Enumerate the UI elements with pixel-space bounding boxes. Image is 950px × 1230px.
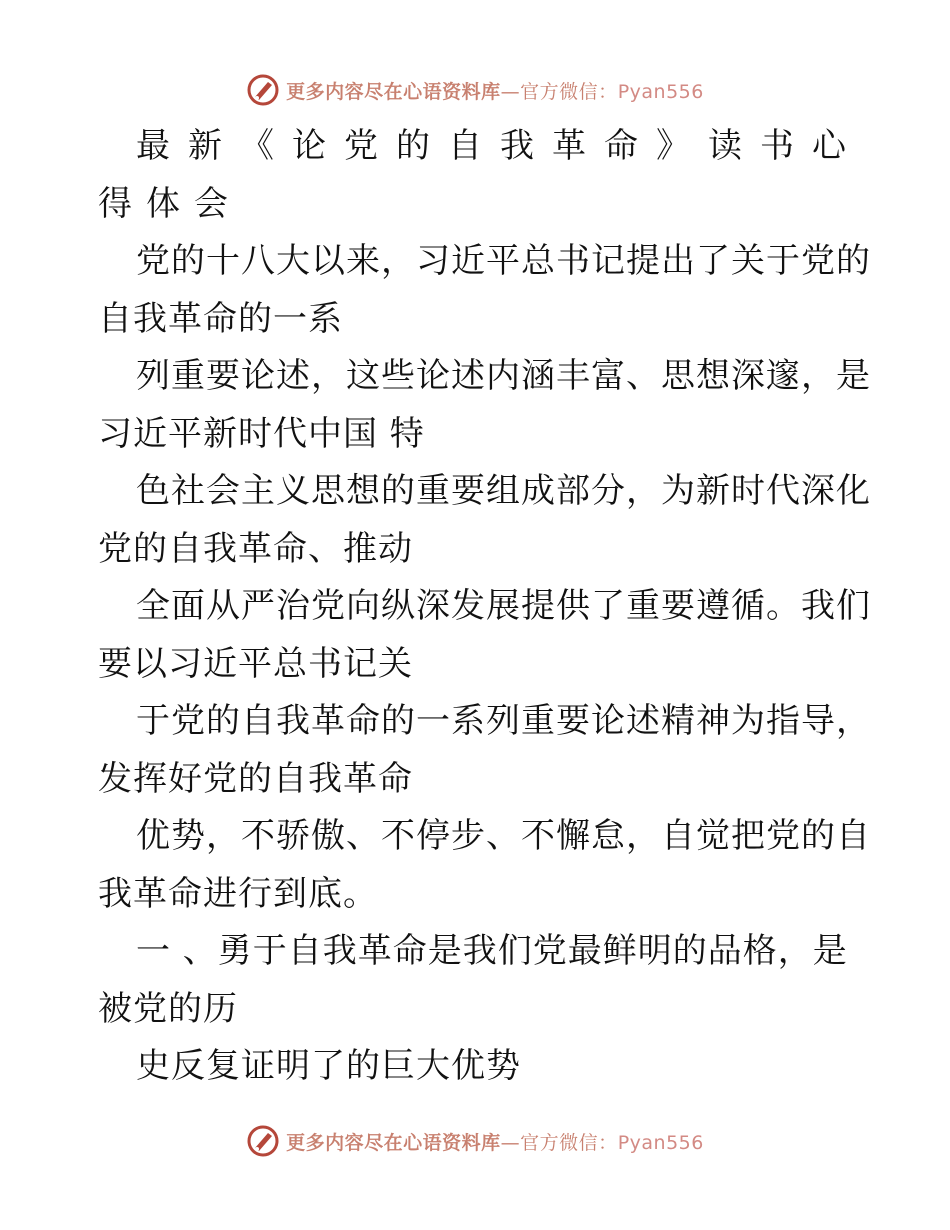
section-heading-line: 一 、勇于自我革命是我们党最鲜明的品格，是 [136,931,848,971]
paragraph-line: 要以习近平总书记关 [98,643,413,684]
pen-logo-icon [246,1124,280,1158]
watermark-dash: — [500,1131,521,1154]
paragraph-line: 发挥好党的自我革命 [98,758,413,799]
paragraph-line: 党的自我革命、推动 [98,528,413,569]
watermark-label: 官方微信： [520,80,618,103]
watermark-text [286,1128,704,1155]
paragraph-line: 色社会主义思想的重要组成部分，为新时代深化 [136,471,871,511]
watermark-label: 官方微信： [520,1131,618,1154]
document-body [98,118,871,1096]
document-title-line-1: 最新《论党的自我革命》读书心 [136,126,864,166]
footer-watermark [0,1121,950,1161]
watermark-id: Pyan556 [617,80,704,103]
section-heading-line: 被党的历 [98,988,238,1029]
paragraph-line: 党的十八大以来，习近平总书记提出了关于党的 [136,241,871,281]
paragraph-line: 我革命进行到底。 [98,873,378,914]
paragraph-line: 习近平新时代中国 特 [98,413,425,454]
paragraph-line: 列重要论述，这些论述内涵丰富、思想深邃，是 [136,356,871,396]
paragraph-line: 优势，不骄傲、不停步、不懈怠，自觉把党的自 [136,816,871,856]
section-heading-line: 史反复证明了的巨大优势 [136,1046,521,1086]
watermark-id: Pyan556 [617,1131,704,1154]
paragraph-line: 全面从严治党向纵深发展提供了重要遵循。我们 [136,586,871,626]
pen-logo-icon [246,73,280,107]
paragraph-line: 自我革命的一系 [98,298,343,339]
watermark-main: 更多内容尽在心语资料库 [286,80,501,103]
watermark-text [286,77,704,104]
watermark-dash: — [500,80,521,103]
watermark-main: 更多内容尽在心语资料库 [286,1131,501,1154]
document-title-line-2: 得体会 [98,183,242,224]
header-watermark [0,70,950,110]
paragraph-line: 于党的自我革命的一系列重要论述精神为指导， [136,701,871,741]
